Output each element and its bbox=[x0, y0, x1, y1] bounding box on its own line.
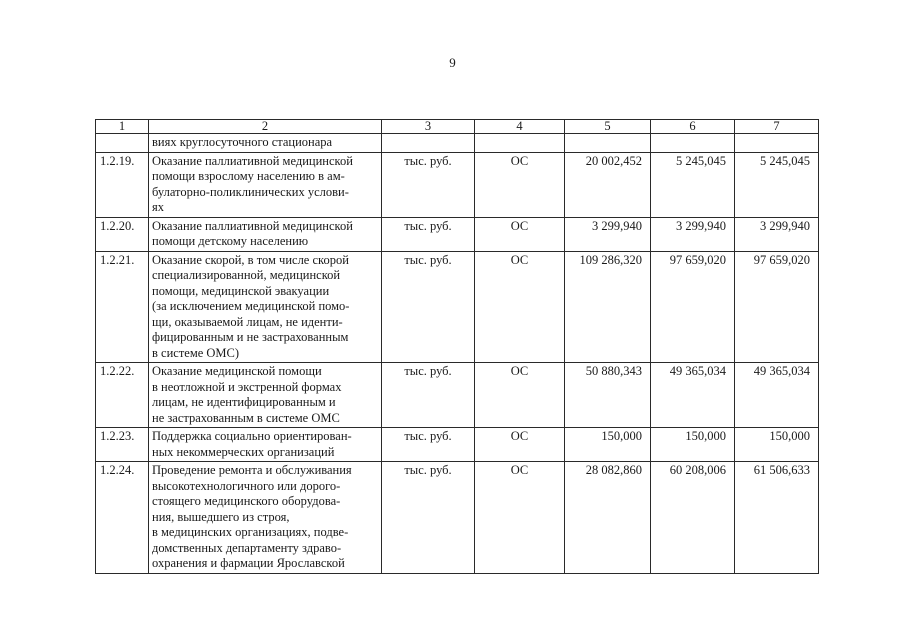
row-value-col5: 109 286,320 bbox=[565, 251, 651, 363]
table-row bbox=[96, 217, 819, 251]
header-cell-2: 2 bbox=[149, 120, 382, 134]
budget-table bbox=[95, 119, 819, 574]
row-value-col6: 49 365,034 bbox=[651, 363, 735, 428]
row-value-col7: 3 299,940 bbox=[735, 217, 819, 251]
continuation-source-cell bbox=[475, 134, 565, 153]
row-unit: тыс. руб. bbox=[382, 363, 475, 428]
header-cell-5: 5 bbox=[565, 120, 651, 134]
continuation-v7-cell bbox=[735, 134, 819, 153]
row-unit: тыс. руб. bbox=[382, 152, 475, 217]
row-value-col6: 97 659,020 bbox=[651, 251, 735, 363]
description-line: булаторно-поликлинических услови- bbox=[152, 184, 349, 199]
header-cell-4: 4 bbox=[475, 120, 565, 134]
header-cell-1: 1 bbox=[96, 120, 149, 134]
continuation-v6-cell bbox=[651, 134, 735, 153]
row-unit: тыс. руб. bbox=[382, 217, 475, 251]
description-line: Оказание скорой, в том числе скорой bbox=[152, 252, 349, 267]
description-line: Оказание медицинской помощи bbox=[152, 364, 322, 378]
row-value-col6: 150,000 bbox=[651, 428, 735, 462]
row-value-col5: 150,000 bbox=[565, 428, 651, 462]
row-value-col5: 3 299,940 bbox=[565, 217, 651, 251]
row-value-col7: 49 365,034 bbox=[735, 363, 819, 428]
continuation-v5-cell bbox=[565, 134, 651, 153]
description-line: домственных департаменту здраво- bbox=[152, 540, 342, 555]
description-line: специализированной, медицинской bbox=[152, 268, 341, 282]
row-number: 1.2.23. bbox=[96, 428, 149, 462]
description-line: щи, оказываемой лицам, не иденти- bbox=[152, 314, 343, 329]
description-line: в неотложной и экстренной формах bbox=[152, 379, 342, 394]
row-source: ОС bbox=[475, 363, 565, 428]
row-source: ОС bbox=[475, 428, 565, 462]
description-line: в системе ОМС) bbox=[152, 345, 240, 360]
row-value-col6: 60 208,006 bbox=[651, 462, 735, 574]
description-line: помощи, медицинской эвакуации bbox=[152, 283, 330, 298]
row-value-col7: 150,000 bbox=[735, 428, 819, 462]
row-value-col7: 97 659,020 bbox=[735, 251, 819, 363]
row-unit: тыс. руб. bbox=[382, 251, 475, 363]
description-line: помощи взрослому населению в ам- bbox=[152, 169, 345, 183]
row-source: ОС bbox=[475, 152, 565, 217]
continuation-text: виях круглосуточного стационара bbox=[149, 134, 382, 153]
continuation-unit-cell bbox=[382, 134, 475, 153]
table-row bbox=[96, 363, 819, 428]
description-line: Оказание паллиативной медицинской bbox=[152, 218, 353, 233]
row-value-col5: 28 082,860 bbox=[565, 462, 651, 574]
description-line: не застрахованным в системе ОМС bbox=[152, 410, 340, 425]
description-line: ния, вышедшего из строя, bbox=[152, 509, 290, 524]
table-row bbox=[96, 152, 819, 217]
row-description bbox=[149, 428, 382, 462]
description-line: в медицинских организациях, подве- bbox=[152, 525, 349, 539]
row-description bbox=[149, 217, 382, 251]
description-line: Проведение ремонта и обслуживания bbox=[152, 463, 352, 477]
row-description bbox=[149, 152, 382, 217]
page-number: 9 bbox=[449, 55, 456, 70]
row-value-col7: 5 245,045 bbox=[735, 152, 819, 217]
row-number: 1.2.19. bbox=[96, 152, 149, 217]
row-unit: тыс. руб. bbox=[382, 428, 475, 462]
row-description bbox=[149, 462, 382, 574]
table-row bbox=[96, 428, 819, 462]
description-line: стоящего медицинского оборудова- bbox=[152, 494, 341, 508]
row-value-col6: 5 245,045 bbox=[651, 152, 735, 217]
row-value-col5: 50 880,343 bbox=[565, 363, 651, 428]
description-line: (за исключением медицинской помо- bbox=[152, 299, 350, 313]
description-line: фицированным и не застрахованным bbox=[152, 330, 349, 344]
description-line: Оказание паллиативной медицинской bbox=[152, 153, 353, 168]
row-number: 1.2.24. bbox=[96, 462, 149, 574]
row-number: 1.2.20. bbox=[96, 217, 149, 251]
description-line: ных некоммерческих организаций bbox=[152, 444, 335, 459]
header-row bbox=[96, 120, 819, 134]
row-description bbox=[149, 363, 382, 428]
row-value-col5: 20 002,452 bbox=[565, 152, 651, 217]
row-source: ОС bbox=[475, 462, 565, 574]
row-source: ОС bbox=[475, 217, 565, 251]
description-line: охранения и фармации Ярославской bbox=[152, 556, 345, 570]
table-row bbox=[96, 462, 819, 574]
description-line: лицам, не идентифицированным и bbox=[152, 395, 336, 409]
description-line: помощи детскому населению bbox=[152, 234, 309, 248]
row-description bbox=[149, 251, 382, 363]
continuation-row bbox=[96, 134, 819, 153]
row-value-col6: 3 299,940 bbox=[651, 217, 735, 251]
row-unit: тыс. руб. bbox=[382, 462, 475, 574]
row-source: ОС bbox=[475, 251, 565, 363]
description-line: Поддержка социально ориентирован- bbox=[152, 429, 352, 443]
description-line: высокотехнологичного или дорого- bbox=[152, 478, 341, 493]
row-value-col7: 61 506,633 bbox=[735, 462, 819, 574]
header-cell-6: 6 bbox=[651, 120, 735, 134]
continuation-num-cell bbox=[96, 134, 149, 153]
description-line: ях bbox=[152, 200, 164, 214]
row-number: 1.2.22. bbox=[96, 363, 149, 428]
header-cell-3: 3 bbox=[382, 120, 475, 134]
row-number: 1.2.21. bbox=[96, 251, 149, 363]
header-cell-7: 7 bbox=[735, 120, 819, 134]
table-row bbox=[96, 251, 819, 363]
